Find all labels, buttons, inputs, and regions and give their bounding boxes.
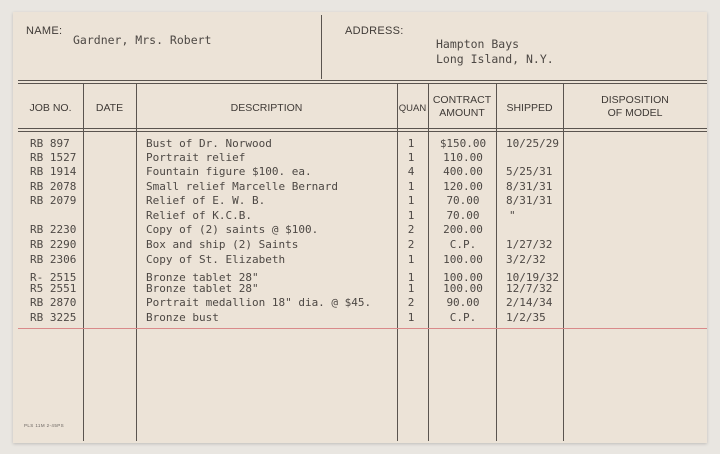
description: Bronze bust bbox=[146, 311, 219, 324]
col-header-quan: QUAN bbox=[398, 103, 427, 114]
contract-amount: 100.00 bbox=[443, 253, 483, 266]
description: Relief of K.C.B. bbox=[146, 209, 252, 222]
address-label: ADDRESS: bbox=[345, 25, 404, 37]
contract-amount: 90.00 bbox=[446, 296, 480, 309]
contract-amount: C.P. bbox=[449, 311, 477, 324]
name-value: Gardner, Mrs. Robert bbox=[73, 33, 212, 47]
col-header-contract: CONTRACT bbox=[432, 94, 492, 106]
col-header-contract-amount bbox=[428, 94, 496, 120]
column-header-rule-bottom bbox=[18, 131, 707, 132]
job-number: RB 3225 bbox=[30, 311, 77, 324]
address-line-1: Hampton Bays bbox=[436, 37, 520, 51]
col-header-disposition-line2: OF MODEL bbox=[607, 107, 663, 119]
shipped-date: 10/19/32 bbox=[506, 271, 559, 284]
description: Copy of (2) saints @ $100. bbox=[146, 223, 319, 236]
quantity: 1 bbox=[407, 180, 415, 193]
quantity: 4 bbox=[407, 165, 415, 178]
job-number: RB 1914 bbox=[30, 165, 77, 178]
description: Relief of E. W. B. bbox=[146, 194, 266, 207]
quantity: 1 bbox=[407, 194, 415, 207]
table-row bbox=[13, 194, 707, 208]
contract-amount: 400.00 bbox=[443, 165, 483, 178]
contract-amount: 100.00 bbox=[443, 282, 483, 295]
shipped-date: " bbox=[509, 209, 516, 222]
shipped-date: 1/2/35 bbox=[506, 311, 546, 324]
shipped-date: 5/25/31 bbox=[506, 165, 553, 178]
shipped-date: 10/25/29 bbox=[506, 137, 559, 150]
description: Bust of Dr. Norwood bbox=[146, 137, 272, 150]
job-number: RB 2230 bbox=[30, 223, 77, 236]
contract-amount: 70.00 bbox=[446, 209, 480, 222]
address-line-2: Long Island, N.Y. bbox=[436, 52, 554, 66]
job-number: RB 897 bbox=[30, 137, 70, 150]
description: Fountain figure $100. ea. bbox=[146, 165, 312, 178]
description: Box and ship (2) Saints bbox=[146, 238, 299, 251]
contract-amount: 70.00 bbox=[446, 194, 480, 207]
shipped-date: 8/31/31 bbox=[506, 194, 553, 207]
col-header-job-no: JOB NO. bbox=[29, 102, 72, 114]
job-number: RB 2870 bbox=[30, 296, 77, 309]
col-header-shipped: SHIPPED bbox=[506, 102, 553, 114]
shipped-date: 8/31/31 bbox=[506, 180, 553, 193]
quantity: 1 bbox=[407, 151, 415, 164]
job-number: RB 2306 bbox=[30, 253, 77, 266]
job-number: RB 1527 bbox=[30, 151, 77, 164]
contract-amount: 120.00 bbox=[443, 180, 483, 193]
quantity: 1 bbox=[407, 253, 415, 266]
table-row bbox=[13, 165, 707, 179]
quantity: 1 bbox=[407, 209, 415, 222]
column-header-rule-top bbox=[18, 128, 707, 129]
index-card bbox=[13, 12, 707, 443]
col-header-amount: AMOUNT bbox=[439, 107, 485, 119]
header-rule-top bbox=[18, 80, 707, 81]
col-header-description: DESCRIPTION bbox=[230, 102, 303, 114]
quantity: 1 bbox=[407, 137, 415, 150]
table-row bbox=[13, 137, 707, 151]
col-header-disposition-line1: DISPOSITION bbox=[601, 94, 669, 106]
job-number: RB 2290 bbox=[30, 238, 77, 251]
contract-amount: 100.00 bbox=[443, 271, 483, 284]
job-number: R5 2551 bbox=[30, 282, 77, 295]
print-code: PLS 11M 2-45PS bbox=[24, 423, 65, 428]
shipped-date: 12/7/32 bbox=[506, 282, 553, 295]
table-row bbox=[13, 311, 707, 325]
col-header-date: DATE bbox=[95, 102, 124, 114]
description: Bronze tablet 28" bbox=[146, 282, 259, 295]
quantity: 1 bbox=[407, 271, 415, 284]
quantity: 2 bbox=[407, 238, 415, 251]
quantity: 1 bbox=[407, 311, 415, 324]
description: Portrait relief bbox=[146, 151, 246, 164]
description: Portrait medallion 18" dia. @ $45. bbox=[146, 296, 372, 309]
table-row bbox=[13, 296, 707, 310]
contract-amount: C.P. bbox=[449, 238, 477, 251]
shipped-date: 1/27/32 bbox=[506, 238, 553, 251]
shipped-date: 2/14/34 bbox=[506, 296, 553, 309]
quantity: 2 bbox=[407, 296, 415, 309]
job-number: R- 2515 bbox=[30, 271, 77, 284]
description: Small relief Marcelle Bernard bbox=[146, 180, 339, 193]
table-row bbox=[13, 223, 707, 237]
job-number: RB 2079 bbox=[30, 194, 77, 207]
contract-amount: $150.00 bbox=[439, 137, 487, 150]
shipped-date: 3/2/32 bbox=[506, 253, 546, 266]
table-row bbox=[13, 238, 707, 252]
table-row bbox=[13, 180, 707, 194]
quantity: 1 bbox=[407, 282, 415, 295]
table-row bbox=[13, 253, 707, 267]
red-rule bbox=[18, 328, 707, 329]
quantity: 2 bbox=[407, 223, 415, 236]
contract-amount: 110.00 bbox=[443, 151, 483, 164]
header-rule-bottom bbox=[18, 83, 707, 84]
col-header-disposition bbox=[563, 94, 707, 120]
header-divider bbox=[321, 15, 322, 79]
table-row bbox=[13, 209, 707, 223]
table-row bbox=[13, 282, 707, 296]
contract-amount: 200.00 bbox=[443, 223, 483, 236]
job-number: RB 2078 bbox=[30, 180, 77, 193]
name-label: NAME: bbox=[26, 25, 63, 37]
description: Bronze tablet 28" bbox=[146, 271, 259, 284]
table-row bbox=[13, 151, 707, 165]
description: Copy of St. Elizabeth bbox=[146, 253, 286, 266]
